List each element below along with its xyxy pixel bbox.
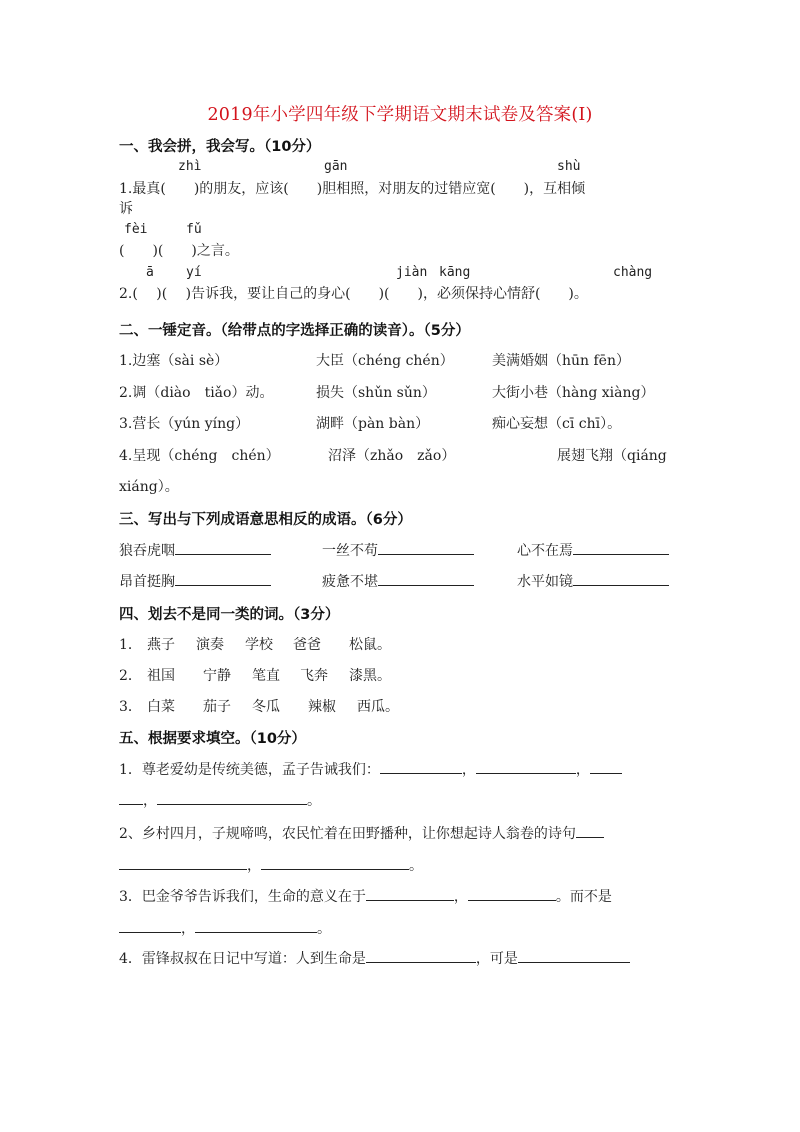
separator: ， (143, 793, 157, 809)
idiom-item (322, 540, 474, 560)
pinyin-jian: jiàn (396, 265, 428, 280)
separator: ， (247, 858, 261, 874)
word[interactable]: 演奏 (196, 637, 224, 653)
answer-blank[interactable] (590, 759, 622, 774)
pinyin-kang: kāng (439, 265, 471, 280)
separator: ，可是 (475, 951, 518, 967)
section-1-heading: 一、我会拼，我会写。（10分） (119, 139, 321, 155)
question-1-1-line3: ( )( )之言。 (119, 243, 239, 259)
answer-blank[interactable] (366, 948, 476, 963)
fill-question-3 (119, 886, 612, 906)
word[interactable]: 冬瓜 (252, 699, 280, 715)
word[interactable]: 笔直 (252, 668, 280, 684)
question-text: 1．尊老爱幼是传统美德，孟子告诫我们： (119, 762, 380, 778)
pinyin-a: ā (146, 265, 154, 280)
word-group-row (119, 696, 399, 716)
pinyin-fei: fèi (124, 222, 148, 237)
question-text: 3．巴金爷爷告诉我们，生命的意义在于 (119, 889, 366, 905)
idiom-text: 昂首挺胸 (119, 574, 175, 590)
idiom-text: 一丝不苟 (322, 543, 378, 559)
word[interactable]: 漆黑。 (349, 668, 391, 684)
fill-question-4 (119, 948, 630, 968)
separator: ， (453, 889, 468, 905)
idiom-item (119, 540, 271, 560)
question-1-1-line: 1.最真( )的朋友，应该( )胆相照，对朋友的过错应宽( )，互相倾 (119, 181, 586, 197)
word[interactable]: 白菜 (147, 699, 175, 715)
answer-blank[interactable] (378, 540, 474, 555)
word-group-row (119, 665, 391, 685)
separator: ， (575, 762, 590, 778)
pinyin-shu: shù (557, 159, 581, 174)
reading-item: 4.呈现（chéng chén） (119, 448, 280, 464)
separator: ， (181, 921, 195, 937)
section-4-heading: 四、划去不是同一类的词。（3分） (119, 607, 340, 623)
reading-item: 大街小巷（hàng xiàng） (492, 385, 655, 401)
idiom-text: 狼吞虎咽 (119, 543, 175, 559)
answer-blank[interactable] (576, 823, 604, 838)
word[interactable]: 燕子 (147, 637, 175, 653)
fill-question-2-cont (119, 855, 423, 875)
answer-blank[interactable] (195, 918, 317, 933)
row-number: 3． (119, 699, 142, 715)
answer-blank[interactable] (518, 948, 630, 963)
pinyin-yi: yí (186, 265, 202, 280)
answer-blank[interactable] (119, 918, 181, 933)
reading-item: 1.边塞（sài sè） (119, 353, 229, 369)
reading-item: 美满婚姻（hūn fēn） (492, 353, 630, 369)
pinyin-gan: gān (324, 159, 348, 174)
answer-blank[interactable] (175, 571, 271, 586)
word[interactable]: 茄子 (203, 699, 231, 715)
idiom-item (517, 540, 669, 560)
idiom-item (322, 571, 474, 591)
separator: 。 (317, 921, 331, 937)
word[interactable]: 宁静 (203, 668, 231, 684)
question-1-2-line: 2.( )( )告诉我，要让自己的身心( )( )，必须保持心情舒( )。 (119, 286, 588, 302)
word[interactable]: 飞奔 (300, 668, 328, 684)
answer-blank[interactable] (573, 540, 669, 555)
idiom-text: 水平如镜 (517, 574, 573, 590)
row-number: 2． (119, 668, 142, 684)
idiom-text: 心不在焉 (517, 543, 573, 559)
reading-item: 损失（shǔn sǔn） (316, 385, 436, 401)
idiom-text: 疲惫不堪 (322, 574, 378, 590)
separator: 。而不是 (555, 889, 612, 905)
question-text: 2、乡村四月，子规啼鸣，农民忙着在田野播种，让你想起诗人翁卷的诗句 (119, 826, 576, 842)
separator: 。 (409, 858, 423, 874)
fill-question-1-cont (119, 790, 321, 810)
reading-item: 大臣（chéng chén） (316, 353, 454, 369)
word[interactable]: 祖国 (147, 668, 175, 684)
question-1-1-wrap: 诉 (119, 201, 133, 217)
fill-question-1 (119, 759, 622, 779)
fill-question-2 (119, 823, 604, 843)
section-3-heading: 三、写出与下列成语意思相反的成语。（6分） (119, 512, 412, 528)
pinyin-zhi: zhì (178, 159, 202, 174)
section-5-heading: 五、根据要求填空。（10分） (119, 731, 306, 747)
word[interactable]: 学校 (245, 637, 273, 653)
answer-blank[interactable] (261, 855, 409, 870)
reading-item: 3.营长（yún yíng） (119, 416, 250, 432)
pinyin-chang: chàng (613, 265, 653, 280)
question-text: 4．雷锋叔叔在日记中写道：人到生命是 (119, 951, 366, 967)
answer-blank[interactable] (366, 886, 454, 901)
answer-blank[interactable] (468, 886, 556, 901)
answer-blank[interactable] (378, 571, 474, 586)
answer-blank[interactable] (175, 540, 271, 555)
answer-blank[interactable] (380, 759, 462, 774)
idiom-item (517, 571, 669, 591)
word[interactable]: 西瓜。 (357, 699, 399, 715)
fill-question-3-cont (119, 918, 331, 938)
word[interactable]: 爸爸 (293, 637, 321, 653)
document-title: 2019年小学四年级下学期语文期末试卷及答案(I) (207, 105, 593, 125)
section-2-heading: 二、一锤定音。（给带点的字选择正确的读音）。（5分） (119, 323, 470, 339)
answer-blank[interactable] (119, 855, 247, 870)
separator: ， (461, 762, 476, 778)
reading-item: 展翅飞翔（qiáng (557, 448, 667, 464)
reading-item-continuation: xiáng）。 (119, 479, 179, 495)
row-number: 1． (119, 637, 142, 653)
word[interactable]: 辣椒 (308, 699, 336, 715)
answer-blank[interactable] (476, 759, 576, 774)
reading-item: 湖畔（pàn bàn） (316, 416, 430, 432)
idiom-item (119, 571, 271, 591)
reading-item: 沼泽（zhǎo zǎo） (328, 448, 456, 464)
word[interactable]: 松鼠。 (349, 637, 391, 653)
answer-blank[interactable] (573, 571, 669, 586)
answer-blank[interactable] (157, 790, 307, 805)
word-group-row (119, 634, 391, 654)
reading-item: 2.调（diào tiǎo）动。 (119, 385, 274, 401)
separator: 。 (307, 793, 321, 809)
reading-item: 痴心妄想（cī chī）。 (492, 416, 622, 432)
pinyin-fu: fǔ (186, 222, 202, 237)
answer-blank[interactable] (119, 790, 143, 805)
